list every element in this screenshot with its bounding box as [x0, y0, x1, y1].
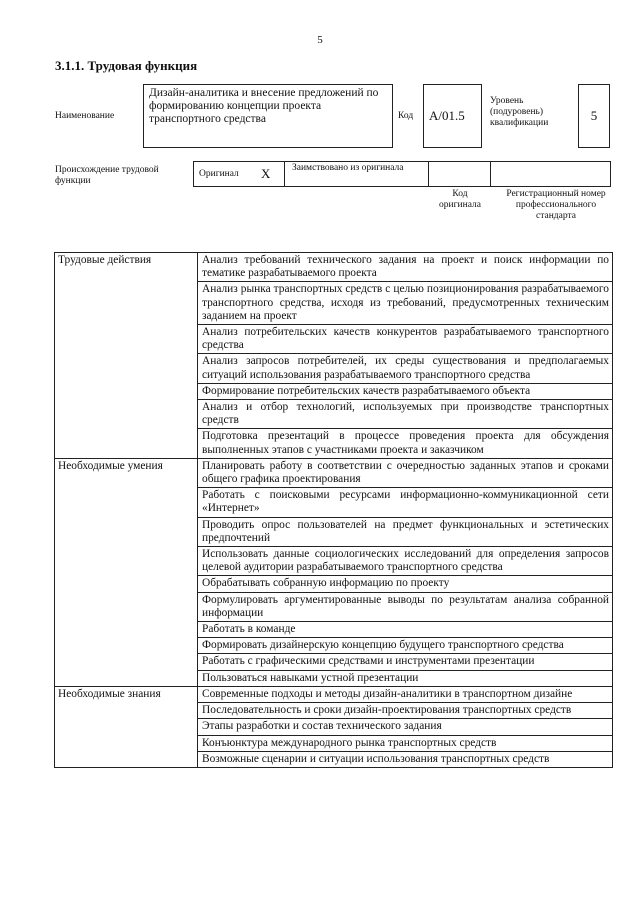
level-value: 5 [590, 108, 598, 123]
item-cell: Формирование потребительских качеств разрабатываемого объекта [198, 383, 613, 399]
code-box [423, 84, 482, 148]
item-cell: Формировать дизайнерскую концепцию будущего транспортного средства [198, 638, 613, 654]
item-cell: Анализ рынка транспортных средств с целью позиционирования разрабатываемого транспортного средства, исходя из требований, предусмотренных техническим заданием на проект [198, 282, 613, 325]
item-cell: Пользоваться навыками устной презентации [198, 670, 613, 686]
item-cell: Этапы разработки и состав технического задания [198, 719, 613, 735]
item-cell: Работать с поисковыми ресурсами информационно-коммуникационной сети «Интернет» [198, 488, 613, 517]
item-cell: Проводить опрос пользователей на предмет функциональных и эстетических предпочтений [198, 517, 613, 546]
category-cell: Трудовые действия [55, 253, 198, 459]
item-cell: Подготовка презентаций в процессе проведения проекта для обсуждения выполненных этапов с участниками проекта и заказчиком [198, 429, 613, 458]
item-cell: Анализ запросов потребителей, их среды существования и предполагаемых ситуаций использования разрабатываемого транспортного средства [198, 354, 613, 383]
category-cell: Необходимые знания [55, 686, 198, 767]
divider [284, 161, 285, 187]
section-heading: 3.1.1. Трудовая функция [55, 58, 198, 73]
origin-label: Происхождение трудовой функции [55, 165, 159, 186]
item-cell: Работать в команде [198, 622, 613, 638]
item-cell: Планировать работу в соответствии с очередностью заданных этапов и сроками общего графика проектирования [198, 458, 613, 487]
original-mark: X [261, 166, 271, 181]
table-row [55, 253, 613, 282]
code-original-caption: Код оригинала [439, 189, 481, 210]
level-label: Уровень (подуровень) квалификации [490, 96, 549, 128]
borrowed-label: Заимствовано из оригинала [292, 163, 404, 173]
code-value: A/01.5 [429, 108, 465, 123]
divider [490, 161, 491, 187]
item-cell: Последовательность и сроки дизайн-проектирования транспортных средств [198, 703, 613, 719]
item-cell: Формулировать аргументированные выводы по результатам анализа собранной информации [198, 592, 613, 621]
reg-number-caption: Регистрационный номер профессионального стандарта [506, 189, 606, 221]
function-details-table [54, 252, 613, 768]
item-cell: Возможные сценарии и ситуации использования транспортных средств [198, 751, 613, 767]
item-cell: Анализ требований технического задания на проект и поиск информации по тематике разрабатываемого проекта [198, 253, 613, 282]
page-number: 5 [317, 34, 323, 46]
name-label: Наименование [55, 110, 115, 121]
category-cell: Необходимые умения [55, 458, 198, 686]
function-name-value: Дизайн-аналитика и внесение предложений по формированию концепции проекта транспортного средства [149, 87, 379, 125]
table-row [55, 686, 613, 702]
item-cell: Работать с графическими средствами и инструментами презентации [198, 654, 613, 670]
divider [428, 161, 429, 187]
table-row [55, 458, 613, 487]
item-cell: Анализ потребительских качеств конкурентов разрабатываемого транспортного средства [198, 325, 613, 354]
item-cell: Анализ и отбор технологий, используемых при производстве транспортных средств [198, 400, 613, 429]
item-cell: Современные подходы и методы дизайн-аналитики в транспортном дизайне [198, 686, 613, 702]
original-label: Оригинал [199, 168, 239, 179]
item-cell: Конъюнктура международного рынка транспортных средств [198, 735, 613, 751]
function-name-box [143, 84, 393, 148]
item-cell: Обрабатывать собранную информацию по проекту [198, 576, 613, 592]
level-box [578, 84, 610, 148]
code-label: Код [398, 110, 414, 121]
item-cell: Использовать данные социологических исследований для определения запросов целевой аудитории разрабатываемого транспортного средства [198, 547, 613, 576]
